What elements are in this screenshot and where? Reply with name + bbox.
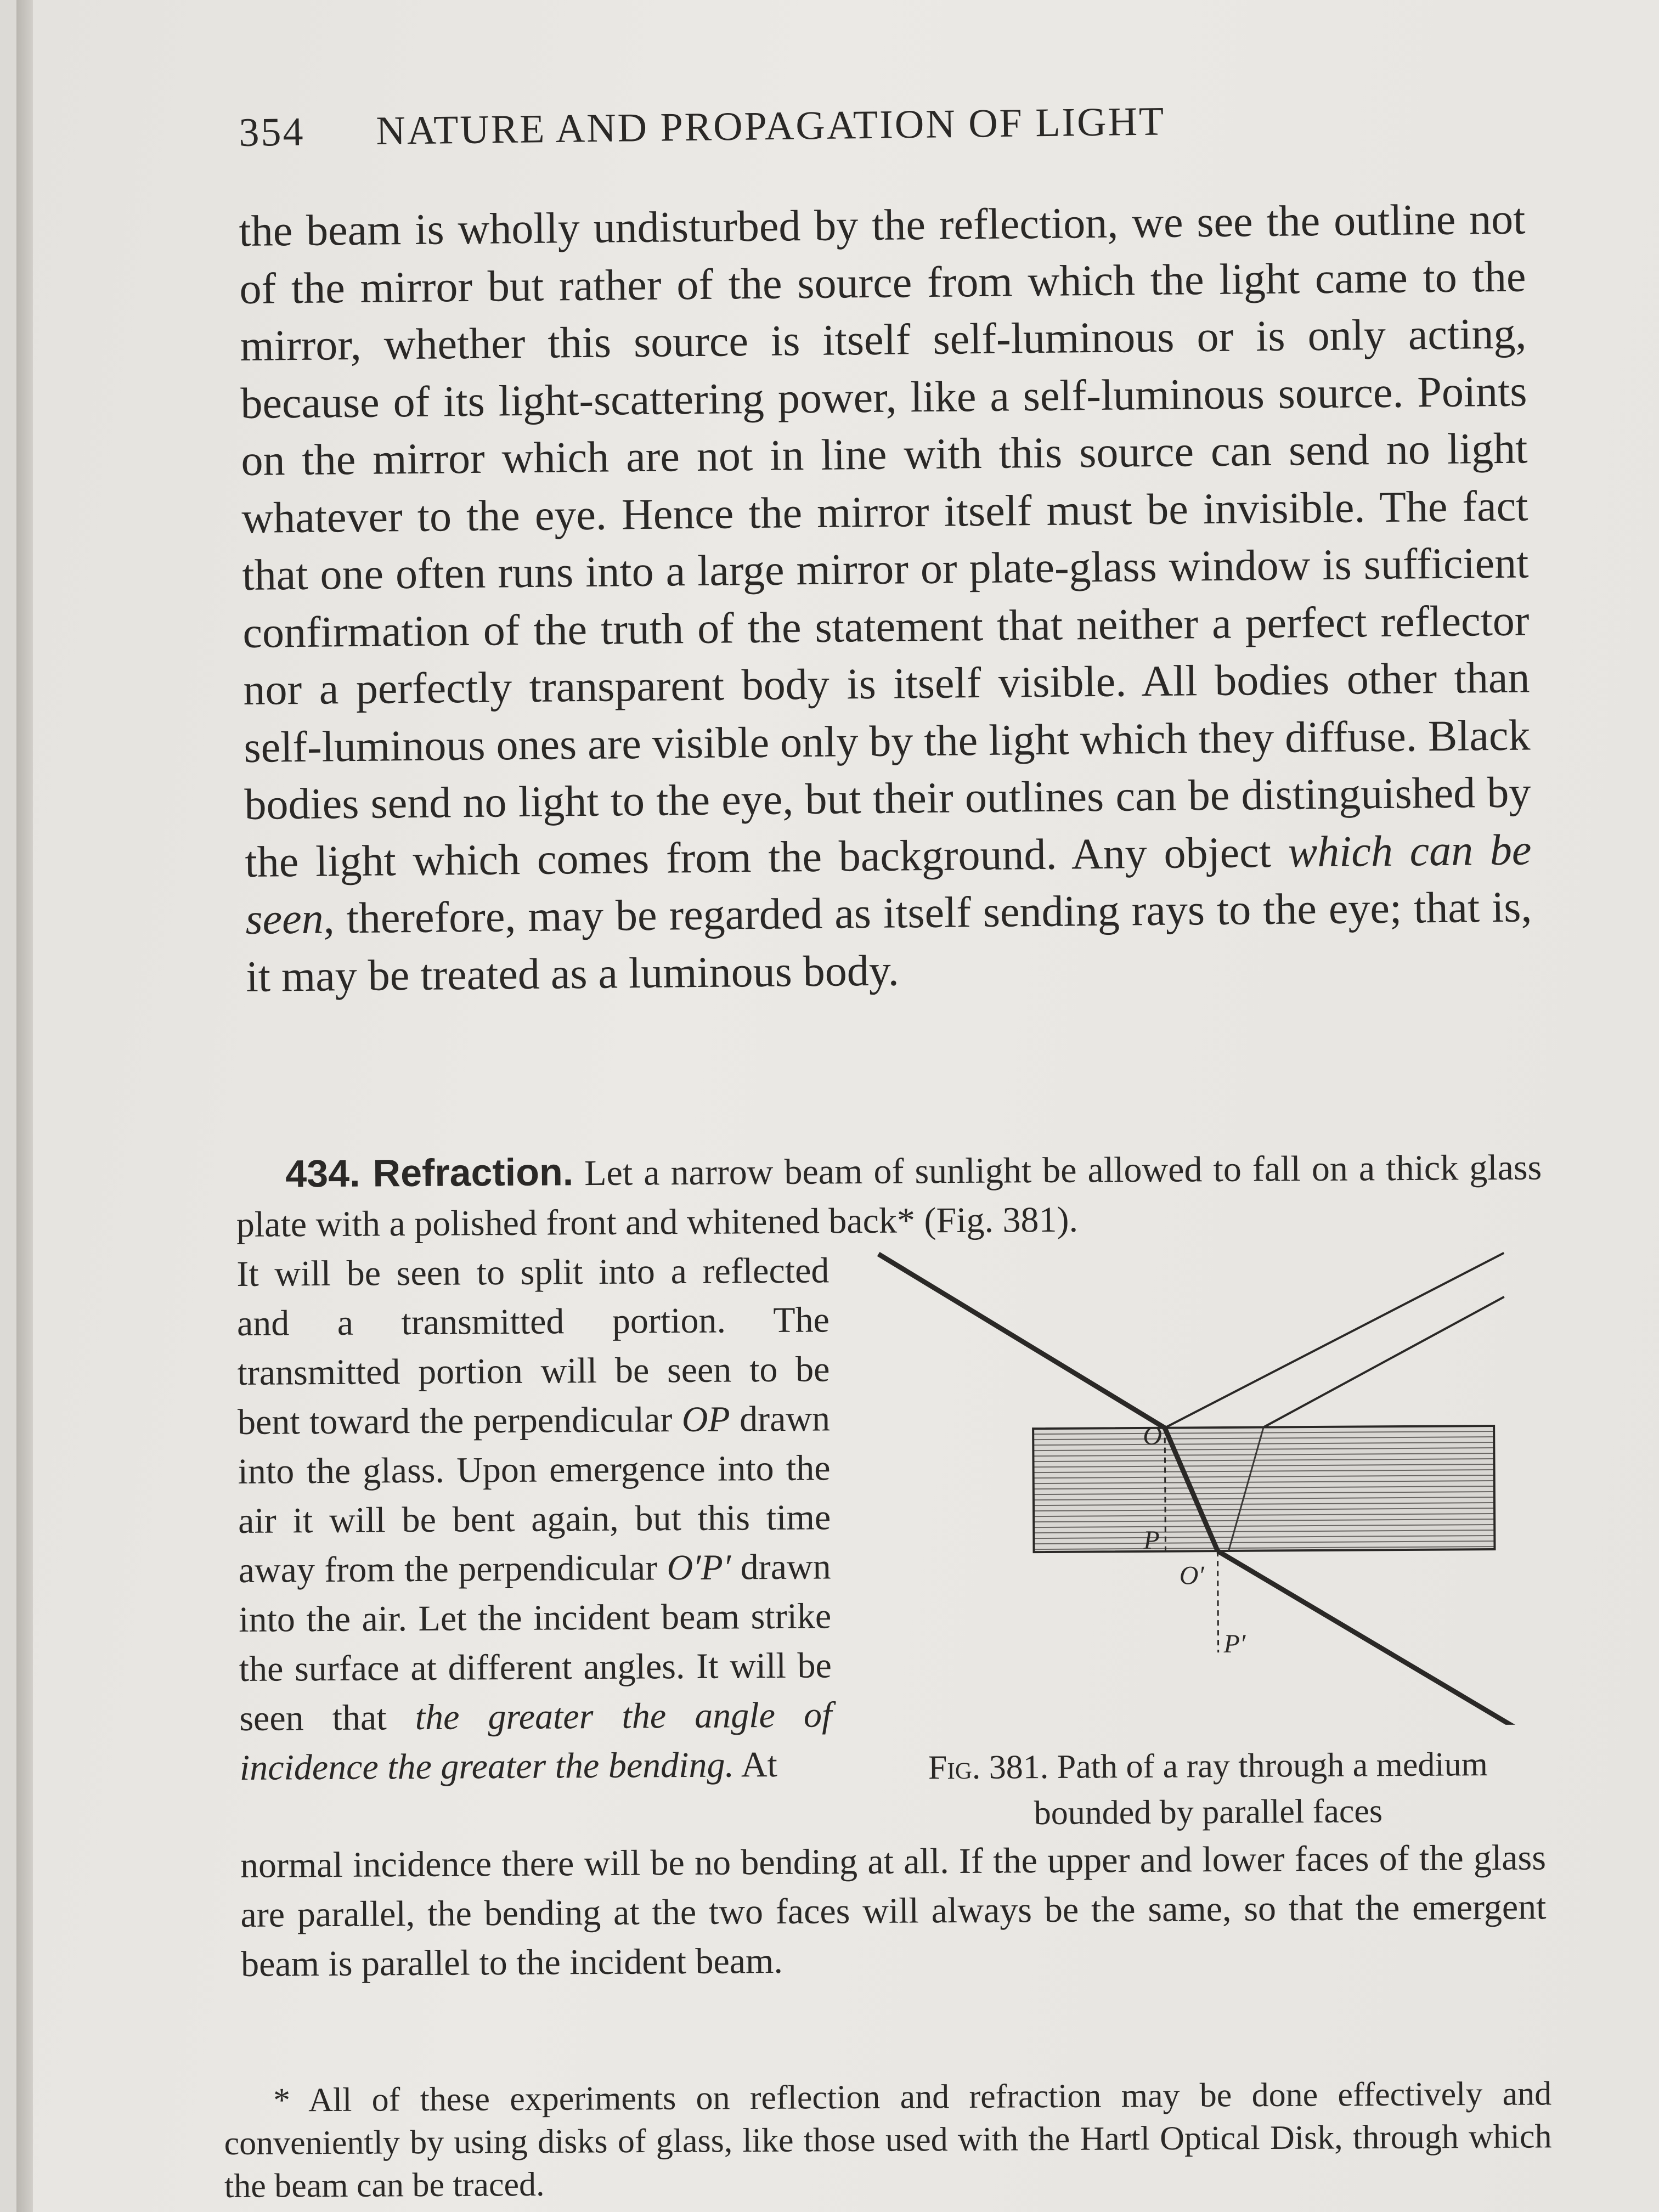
label-o-prime: O′ [1179, 1561, 1205, 1590]
page-number: 354 [239, 109, 306, 155]
section-intro-text: Let a narrow beam of sunlight be allowed to fall on a thick glass plate with a polished front and whitened back* (Fig. 381). [236, 1147, 1542, 1245]
figure-label: Fig. 381. [928, 1748, 1049, 1787]
glass-plate [1033, 1426, 1494, 1552]
footnote-text: * All of these experiments on reflection and refraction may be done effectively and conveniently by using disks of glass, like those used with the Hartl Optical Disk, through which the beam can be traced. [224, 2075, 1552, 2205]
left-column-text [236, 1246, 832, 1793]
column-text-1: It will be seen to split into a reflected and a transmitted portion. The transmitted portion will be seen to be bent toward the perpendicular [236, 1250, 830, 1442]
section-title: Refraction. [373, 1150, 574, 1195]
incident-ray [878, 1252, 1165, 1430]
running-head [239, 95, 1391, 156]
figure-381 [867, 1242, 1546, 1837]
reflected-ray [1164, 1253, 1505, 1428]
second-reflected-ray [1263, 1297, 1505, 1427]
section-heading [285, 1150, 573, 1195]
emergent-ray [1218, 1549, 1515, 1729]
after-figure-text: normal incidence there will be no bending at all. If the upper and lower faces of the glass are parallel, the bending at the two faces will always be the same, so that the emergent beam is parallel to the incident beam. [240, 1837, 1547, 1984]
paragraph-text: the beam is wholly undisturbed by the reflection, we see the outline not of the mirror but rather of the source from which the light came to the mirror, whether this source is itself self-luminous or is only acting, because of its light-scattering power, like a self-luminous source. Points on the mirror which are not in line with this source can send no light whatever to the eye. Hence the mirror itself must be invisible. The fact that one often runs into a large mirror or plate-glass window is sufficient confirmation of the truth of the statement that neither a perfect reflector nor a perfectly transparent body is itself visible. All bodies other than self-luminous ones are visible only by the light which they diffuse. Black bodies send no light to the eye, but their outlines can be distinguished by the light which comes from the background. Any object [239, 195, 1531, 887]
paragraph-continued [239, 190, 1533, 1005]
footnote [224, 2072, 1552, 2208]
column-text-4: At [733, 1744, 778, 1785]
column-text-2: drawn into the glass. Upon emergence into the air it will be bent again, but this time away from the perpendicular [238, 1398, 831, 1590]
column-op-prime: O′P′ [667, 1547, 731, 1588]
figure-caption-text: Path of a ray through a medium bounded by parallel faces [1034, 1746, 1488, 1832]
section-body [236, 1242, 1547, 1989]
paragraph-italic: which can be seen [245, 825, 1532, 944]
column-text-3: drawn into the air. Let the incident beam strike the surface at different angles. It will be seen that [239, 1547, 832, 1739]
paragraph-text-end: , therefore, may be regarded as itself sending rays to the eye; that is, it may be treated as a luminous body. [246, 883, 1532, 1001]
label-p-prime: P′ [1223, 1629, 1246, 1659]
section-refraction [236, 1141, 1547, 1989]
column-italic: the greater the angle of incidence the greater the bending. [239, 1695, 832, 1788]
section-intro [236, 1141, 1542, 1250]
book-page [16, 0, 1659, 2212]
label-o: O [1143, 1421, 1163, 1451]
binding-edge [16, 0, 33, 2212]
section-number: 434. [285, 1152, 360, 1195]
column-op: OP [681, 1399, 730, 1440]
label-p: P [1143, 1525, 1160, 1555]
figure-caption [871, 1741, 1546, 1837]
running-head-title: NATURE AND PROPAGATION OF LIGHT [375, 99, 1166, 154]
refraction-diagram [867, 1242, 1545, 1728]
